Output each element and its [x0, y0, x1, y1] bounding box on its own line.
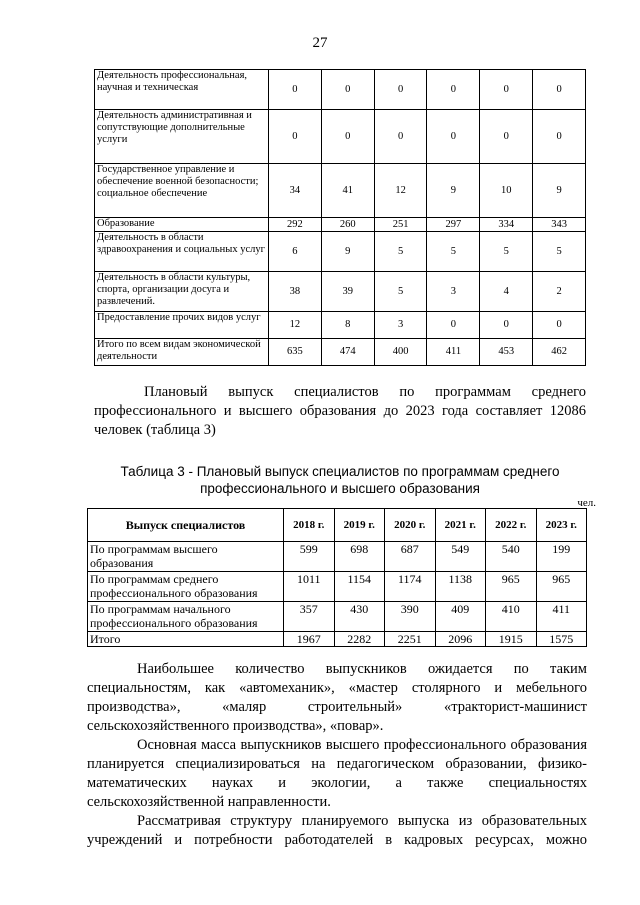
cell-value: 390: [385, 602, 436, 632]
cell-value: 1011: [284, 572, 335, 602]
row-label: Образование: [95, 218, 269, 232]
row-label: Деятельность в области культуры, спорта, организации досуга и развлечений.: [95, 272, 269, 312]
cell-value: 2096: [435, 632, 486, 647]
cell-value: 965: [486, 572, 537, 602]
cell-value: 0: [374, 70, 427, 110]
graduates-table: [87, 508, 587, 647]
table-row: [95, 272, 586, 312]
cell-value: 2251: [385, 632, 436, 647]
cell-value: 3: [374, 312, 427, 339]
cell-value: 12: [269, 312, 322, 339]
cell-value: 41: [321, 164, 374, 218]
cell-value: 0: [533, 70, 586, 110]
cell-value: 9: [427, 164, 480, 218]
row-label: По программам среднего профессионального образования: [88, 572, 284, 602]
cell-value: 410: [486, 602, 537, 632]
table-row: [95, 70, 586, 110]
cell-value: 0: [321, 70, 374, 110]
cell-value: 9: [533, 164, 586, 218]
cell-value: 1575: [536, 632, 587, 647]
cell-value: 462: [533, 339, 586, 366]
row-label: По программам высшего образования: [88, 542, 284, 572]
table-row: [95, 232, 586, 272]
cell-value: 0: [374, 110, 427, 164]
cell-value: 2: [533, 272, 586, 312]
table-row: [88, 602, 587, 632]
cell-value: 411: [536, 602, 587, 632]
row-label: Предоставление прочих видов услуг: [95, 312, 269, 339]
cell-value: 1174: [385, 572, 436, 602]
paragraph-higher-education: Основная масса выпускников высшего профессионального образования планируется специализироваться на педагогическом образовании, физико-математических науках и экологии, а также специальностях сельскохозяйственной направленности.: [87, 737, 587, 810]
table3-header-year: 2023 г.: [536, 509, 587, 542]
cell-value: 0: [269, 110, 322, 164]
cell-value: 260: [321, 218, 374, 232]
row-label: Итого по всем видам экономической деятельности: [95, 339, 269, 366]
cell-value: 409: [435, 602, 486, 632]
cell-value: 549: [435, 542, 486, 572]
cell-value: 1915: [486, 632, 537, 647]
cell-value: 199: [536, 542, 587, 572]
cell-value: 334: [480, 218, 533, 232]
cell-value: 5: [374, 272, 427, 312]
table3-header-year: 2020 г.: [385, 509, 436, 542]
cell-value: 0: [480, 312, 533, 339]
cell-value: 430: [334, 602, 385, 632]
cell-value: 0: [533, 110, 586, 164]
table3-unit: чел.: [577, 497, 596, 509]
cell-value: 1154: [334, 572, 385, 602]
row-label: По программам начального профессионального образования: [88, 602, 284, 632]
cell-value: 5: [374, 232, 427, 272]
cell-value: 0: [427, 70, 480, 110]
row-label: Деятельность административная и сопутствующие дополнительные услуги: [95, 110, 269, 164]
cell-value: 0: [427, 110, 480, 164]
cell-value: 540: [486, 542, 537, 572]
cell-value: 6: [269, 232, 322, 272]
row-label: Государственное управление и обеспечение военной безопасности; социальное обеспечение: [95, 164, 269, 218]
row-label: Итого: [88, 632, 284, 647]
cell-value: 3: [427, 272, 480, 312]
table-row: [95, 339, 586, 366]
table-row: [88, 542, 587, 572]
cell-value: 251: [374, 218, 427, 232]
table3-header-year: 2019 г.: [334, 509, 385, 542]
table3-header-year: 2022 г.: [486, 509, 537, 542]
cell-value: 0: [321, 110, 374, 164]
cell-value: 8: [321, 312, 374, 339]
paragraph-top-specialties: Наибольшее количество выпускников ожидается по таким специальностям, как «автомеханик», «мастер столярного и мебельного производства», «маляр строительный» «тракторист-машинист сельскохозяйственного производства», «повар».: [87, 661, 587, 734]
cell-value: 0: [533, 312, 586, 339]
table3-header-year: 2018 г.: [284, 509, 335, 542]
row-label: Деятельность в области здравоохранения и социальных услуг: [95, 232, 269, 272]
cell-value: 357: [284, 602, 335, 632]
table3-header-label: Выпуск специалистов: [88, 509, 284, 542]
cell-value: 0: [480, 110, 533, 164]
page-number: 27: [312, 35, 328, 51]
cell-value: 474: [321, 339, 374, 366]
cell-value: 297: [427, 218, 480, 232]
paragraph-planned-output: Плановый выпуск специалистов по программам среднего профессионального и высшего образования до 2023 года составляет 12086 человек (таблица 3): [94, 384, 586, 438]
row-label: Деятельность профессиональная, научная и техническая: [95, 70, 269, 110]
cell-value: 1967: [284, 632, 335, 647]
table-row: [95, 312, 586, 339]
table-row: [88, 572, 587, 602]
cell-value: 5: [427, 232, 480, 272]
cell-value: 12: [374, 164, 427, 218]
table-row: [95, 164, 586, 218]
cell-value: 292: [269, 218, 322, 232]
cell-value: 5: [480, 232, 533, 272]
cell-value: 965: [536, 572, 587, 602]
table3-caption: Таблица 3 - Плановый выпуск специалистов по программам среднего профессионального и высшего образования: [120, 464, 560, 496]
cell-value: 411: [427, 339, 480, 366]
cell-value: 698: [334, 542, 385, 572]
cell-value: 0: [269, 70, 322, 110]
cell-value: 1138: [435, 572, 486, 602]
cell-value: 39: [321, 272, 374, 312]
cell-value: 453: [480, 339, 533, 366]
cell-value: 34: [269, 164, 322, 218]
cell-value: 5: [533, 232, 586, 272]
cell-value: 4: [480, 272, 533, 312]
cell-value: 38: [269, 272, 322, 312]
cell-value: 9: [321, 232, 374, 272]
cell-value: 687: [385, 542, 436, 572]
sector-table: [94, 69, 586, 366]
cell-value: 400: [374, 339, 427, 366]
table-row: [88, 632, 587, 647]
table-row: [95, 110, 586, 164]
cell-value: 343: [533, 218, 586, 232]
cell-value: 635: [269, 339, 322, 366]
table-row: [95, 218, 586, 232]
paragraph-structure: Рассматривая структуру планируемого выпуска из образовательных учреждений и потребности работодателей в кадровых ресурсах, можно: [87, 813, 587, 848]
cell-value: 0: [480, 70, 533, 110]
table3-header-year: 2021 г.: [435, 509, 486, 542]
cell-value: 0: [427, 312, 480, 339]
cell-value: 10: [480, 164, 533, 218]
cell-value: 599: [284, 542, 335, 572]
cell-value: 2282: [334, 632, 385, 647]
